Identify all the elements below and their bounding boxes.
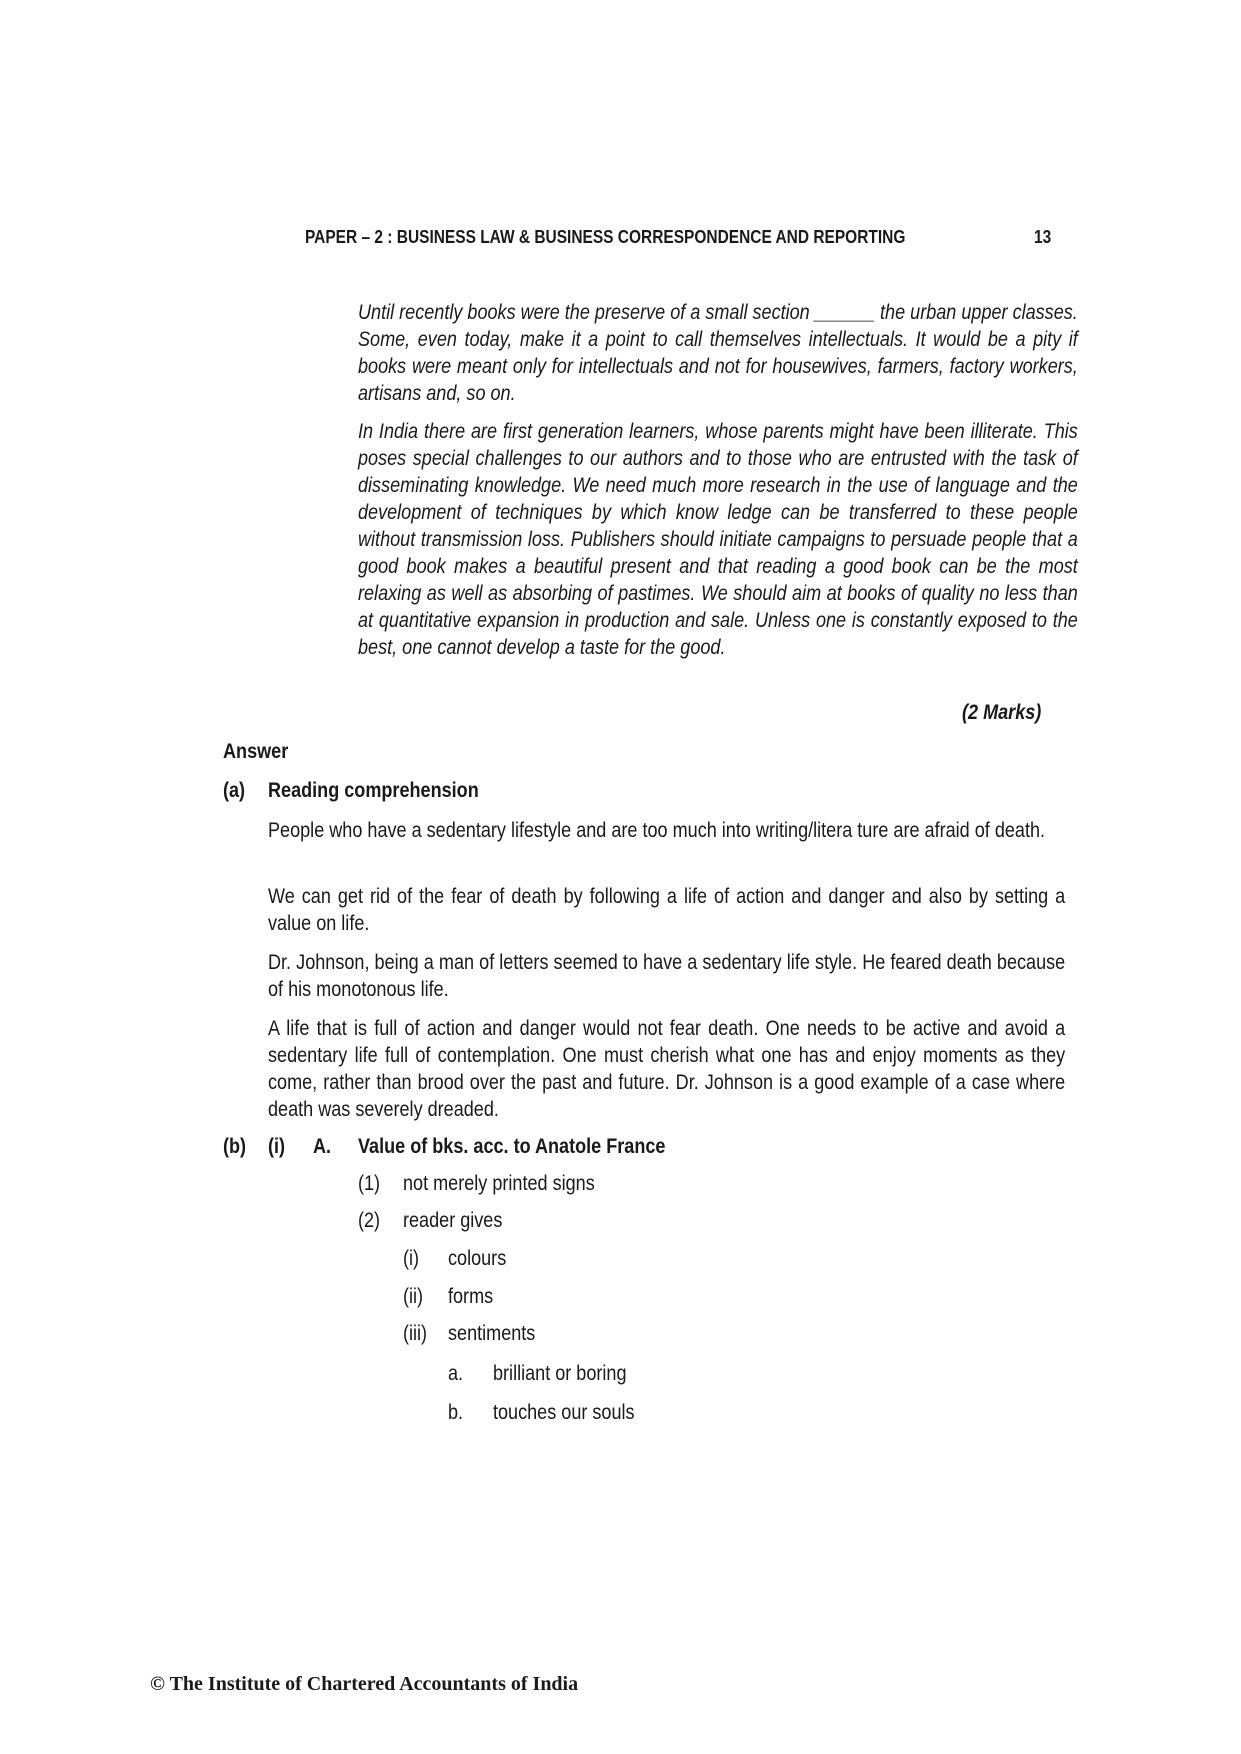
- sub-list-item-text: forms: [448, 1285, 494, 1308]
- list-item-number: (2): [358, 1209, 381, 1232]
- sub-sub-list-item-text: brilliant or boring: [493, 1362, 627, 1385]
- list-item-text: not merely printed signs: [403, 1172, 595, 1195]
- answer-heading: Answer: [223, 740, 289, 763]
- marks-label: (2 Marks): [962, 701, 1042, 724]
- running-header: [305, 227, 950, 251]
- part-a-title: Reading comprehension: [268, 779, 479, 802]
- passage-paragraph-2: In India there are first generation learners, whose parents might have been illiterate. This poses special challenges to our authors and to those who are entrusted with the task of disseminating knowledge. We need much more research in the use of language and the development of techniques by which know ledge can be transferred to these people without transmission loss. Publishers should initiate campaigns to persuade people that a good book makes a beautiful present and that reading a good book can be the most relaxing as well as absorbing of pastimes. We should aim at books of quality no less than at quantitative expansion in production and sale. Unless one is constantly exposed to the best, one cannot develop a taste for the good.: [358, 420, 1078, 659]
- sub-list-item-text: colours: [448, 1247, 507, 1270]
- part-b-label: (b): [223, 1135, 247, 1158]
- list-item-text: reader gives: [403, 1209, 503, 1232]
- part-b-title: Value of bks. acc. to Anatole France: [358, 1135, 666, 1158]
- answer-a-paragraph-4: A life that is full of action and danger would not fear death. One needs to be active and avoid a sedentary life full of contemplation. One must cherish what one has and enjoy moments as they come, rather than brood over the past and future. Dr. Johnson is a good example of a case where death was severely dreaded.: [268, 1017, 1066, 1121]
- part-b-section-label: A.: [313, 1135, 332, 1158]
- sub-sub-list-item-number: a.: [448, 1362, 464, 1385]
- sub-sub-list-item-text: touches our souls: [493, 1401, 635, 1424]
- paper-title: PAPER – 2 : BUSINESS LAW & BUSINESS CORRESPONDENCE AND REPORTING: [305, 227, 906, 247]
- answer-a-paragraph-1: People who have a sedentary lifestyle and are too much into writing/litera ture are afraid of death.: [268, 819, 1046, 842]
- page-number: 13: [1034, 227, 1052, 247]
- part-b-sub-label: (i): [268, 1135, 286, 1158]
- answer-a-paragraph-3: Dr. Johnson, being a man of letters seemed to have a sedentary life style. He feared death because of his monotonous life.: [268, 951, 1066, 1001]
- sub-sub-list-item-number: b.: [448, 1401, 464, 1424]
- part-a-label: (a): [223, 779, 246, 802]
- list-item-number: (1): [358, 1172, 381, 1195]
- sub-list-item-number: (i): [403, 1247, 420, 1270]
- sub-list-item-text: sentiments: [448, 1322, 536, 1345]
- sub-list-item-number: (ii): [403, 1285, 424, 1308]
- answer-a-paragraph-2: We can get rid of the fear of death by following a life of action and danger and also by setting a value on life.: [268, 885, 1066, 935]
- sub-list-item-number: (iii): [403, 1322, 428, 1345]
- copyright-footer: © The Institute of Chartered Accountants of India: [150, 1673, 579, 1695]
- passage-paragraph-1: Until recently books were the preserve of a small section ______ the urban upper classes. Some, even today, make it a point to call themselves intellectuals. It would be a pity if books were meant only for intellectuals and not for housewives, farmers, factory workers, artisans and, so on.: [358, 301, 1078, 405]
